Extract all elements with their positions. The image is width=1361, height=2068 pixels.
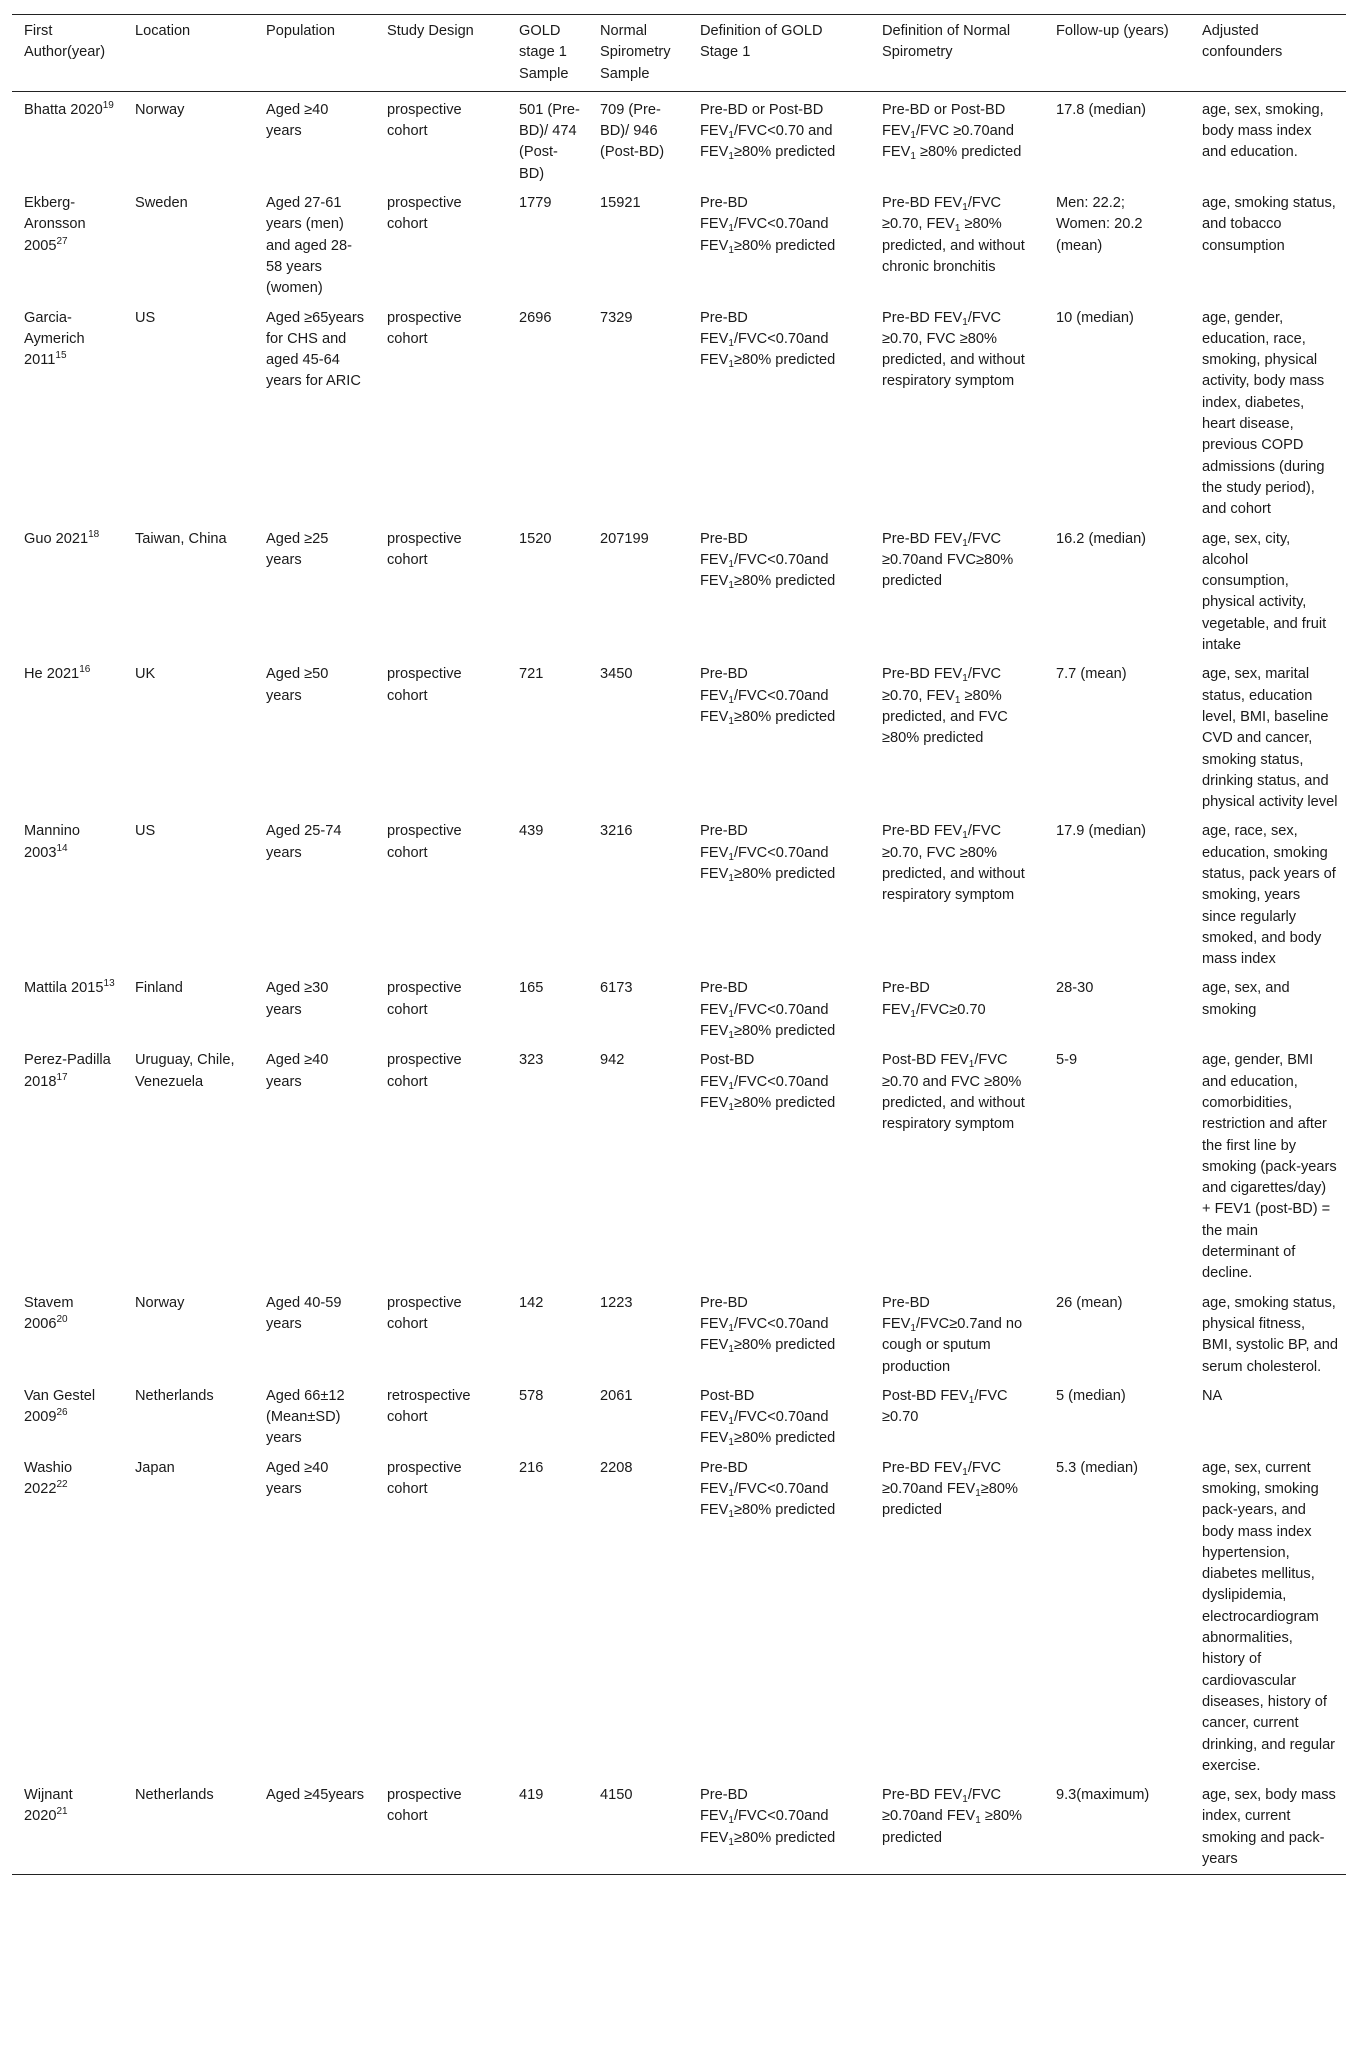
cell-location: Uruguay, Chile, Venezuela <box>135 1052 235 1090</box>
author-name: Washio 2022 <box>24 1459 73 1497</box>
cell-confounders: age, smoking status, and tobacco consumption <box>1202 195 1336 254</box>
cell-followup: 26 (mean) <box>1056 1294 1123 1311</box>
table-row <box>12 1046 1346 1288</box>
cell-location: UK <box>135 666 156 683</box>
reference-number: 22 <box>56 1479 68 1490</box>
table-row <box>12 1781 1346 1875</box>
cell-gold-def: Pre-BD or Post-BD $FEV_1/FVC<0.70$ and $FEV_1\ge 80\%$ predicted <box>700 101 836 163</box>
cell-gold-def: Pre-BD $FEV_1/FVC<0.70and$ $FEV_1\ge 80\%$ predicted <box>700 666 836 727</box>
cell-design: prospective cohort <box>387 309 462 347</box>
cell-gold-sample: 1779 <box>519 195 552 212</box>
header-gold-definition: Definition of GOLD Stage 1 <box>700 23 823 61</box>
header-normal-definition: Definition of Normal Spirometry <box>882 23 1011 61</box>
cell-gold-sample: 142 <box>519 1294 544 1311</box>
cell-confounders: age, sex, body mass index, current smoking and pack-years <box>1202 1787 1336 1868</box>
cell-normal-def: Pre-BD $FEV_1$/FVC ≥0.70, $FEV_1 \ge 80\%$ predicted, and without chronic bronchitis <box>882 195 1025 275</box>
cell-location: Finland <box>135 980 183 997</box>
table-row <box>12 974 1346 1046</box>
cell-gold-def: Pre-BD $FEV_1/FVC<0.70and$ $FEV_1\ge 80\%$ predicted <box>700 1294 836 1356</box>
cell-gold-sample: 1520 <box>519 530 552 547</box>
cell-author <box>12 189 123 303</box>
header-author: First Author(year) <box>24 23 106 61</box>
cell-normal-sample: 3216 <box>600 823 633 840</box>
header-location: Location <box>135 23 191 39</box>
cell-gold-def: Pre-BD $FEV_1/FVC<0.70and$ $FEV_1\ge 80\%$ predicted <box>700 823 836 884</box>
cell-gold-sample: 501 (Pre-BD)/ 474 (Post-BD) <box>519 101 580 182</box>
cell-population: Aged 40-59 years <box>266 1294 342 1332</box>
cell-normal-def: Post-BD $FEV_1$/FVC ≥0.70 and FVC ≥80% predicted, and without respiratory symptom <box>882 1052 1025 1133</box>
cell-location: US <box>135 823 156 840</box>
cell-gold-def: Pre-BD $FEV_1/FVC<0.70and$ $FEV_1\ge 80\%$ predicted <box>700 1459 836 1521</box>
cell-normal-def: Pre-BD $FEV_1/FVC\ge 0.7and$ no cough or sputum production <box>882 1294 1023 1375</box>
cell-followup: 17.9 (median) <box>1056 823 1147 840</box>
reference-number: 19 <box>102 99 114 111</box>
author-name: Mannino 2003 <box>24 823 80 861</box>
table-container <box>12 14 1346 1875</box>
reference-number: 16 <box>79 664 91 676</box>
header-confounders: Adjusted confounders <box>1202 23 1283 61</box>
cell-gold-sample: 439 <box>519 823 544 840</box>
header-population: Population <box>266 23 335 39</box>
table-body <box>12 91 1346 1874</box>
cell-population: Aged ≥30 years <box>266 980 329 1018</box>
cell-normal-sample: 6173 <box>600 980 633 997</box>
cell-population: Aged ≥45years <box>266 1787 365 1804</box>
cell-author <box>12 974 123 1046</box>
cell-gold-def: Post-BD $FEV_1/FVC<0.70and$ $FEV_1\ge 80\%$ predicted <box>700 1387 836 1449</box>
cell-population: Aged ≥40 years <box>266 1459 329 1497</box>
header-gold-sample: GOLD stage 1 Sample <box>519 23 569 82</box>
table-row <box>12 660 1346 817</box>
cell-author <box>12 91 123 189</box>
cell-author <box>12 1781 123 1875</box>
cell-population: Aged ≥40 years <box>266 101 329 140</box>
header-normal-sample: Normal Spirometry Sample <box>600 23 671 82</box>
cell-followup: Men: 22.2; Women: 20.2 (mean) <box>1056 195 1143 254</box>
author-name: Bhatta 2020 <box>24 101 103 118</box>
table-row <box>12 817 1346 974</box>
cell-design: prospective cohort <box>387 823 462 861</box>
cell-normal-sample: 2208 <box>600 1459 633 1476</box>
cell-location: Norway <box>135 1294 185 1311</box>
cell-normal-sample: 15921 <box>600 195 641 212</box>
cell-confounders: age, sex, current smoking, smoking pack-years, and body mass index hypertension, diabetes mellitus, dyslipidemia, electrocardiogram abnormalities, history of cardiovascular diseases, history of cancer, current drinking, and regular exercise. <box>1202 1459 1336 1774</box>
cell-gold-sample: 216 <box>519 1459 544 1476</box>
cell-followup: 7.7 (mean) <box>1056 666 1127 683</box>
cell-population: Aged 66±12 (Mean±SD) years <box>266 1387 345 1447</box>
reference-number: 27 <box>56 235 68 247</box>
cell-design: prospective cohort <box>387 101 462 140</box>
cell-normal-def: Pre-BD $FEV_1$/FVC ≥0.70and $FEV_1\ge 80\%$ predicted <box>882 1459 1018 1519</box>
cell-normal-def: Pre-BD $FEV_1$/FVC ≥0.70, $FEV_1 \ge 80\%$ predicted, and FVC ≥80% predicted <box>882 666 1008 747</box>
cell-gold-def: Post-BD $FEV_1/FVC<0.70and$ $FEV_1\ge 80\%$ predicted <box>700 1052 836 1113</box>
reference-number: 15 <box>55 350 67 362</box>
header-design: Study Design <box>387 23 474 39</box>
cell-population: Aged ≥40 years <box>266 1052 329 1090</box>
cell-author <box>12 1289 123 1382</box>
author-name: Mattila 2015 <box>24 980 104 997</box>
cell-gold-sample: 419 <box>519 1787 544 1804</box>
cell-population: Aged 27-61 years (men) and aged 28-58 years (women) <box>266 195 353 297</box>
author-name: Ekberg-Aronsson 2005 <box>24 195 86 254</box>
cell-location: Netherlands <box>135 1387 214 1404</box>
cell-confounders: age, gender, education, race, smoking, physical activity, body mass index, diabetes, heart disease, previous COPD admissions (during the study period), and cohort <box>1202 309 1325 518</box>
reference-number: 13 <box>103 978 115 990</box>
reference-number: 20 <box>56 1313 68 1325</box>
cell-gold-sample: 165 <box>519 980 544 997</box>
author-name: He 2021 <box>24 666 80 683</box>
cell-location: Norway <box>135 101 185 118</box>
cell-design: prospective cohort <box>387 1787 462 1825</box>
author-name: Wijnant 2020 <box>24 1787 73 1825</box>
cell-gold-def: Pre-BD $FEV_1/FVC<0.70and$ $FEV_1\ge 80\%$ predicted <box>700 195 836 256</box>
table-row <box>12 189 1346 303</box>
reference-number: 18 <box>88 528 100 540</box>
cell-followup: 17.8 (median) <box>1056 101 1147 118</box>
cell-followup: 16.2 (median) <box>1056 530 1147 547</box>
cell-population: Aged ≥25 years <box>266 530 329 568</box>
cell-gold-sample: 323 <box>519 1052 544 1069</box>
reference-number: 14 <box>56 842 68 854</box>
cell-followup: 5-9 <box>1056 1052 1078 1069</box>
reference-number: 21 <box>56 1806 68 1818</box>
author-name: Stavem 2006 <box>24 1294 74 1332</box>
reference-number: 17 <box>56 1071 68 1083</box>
table-row <box>12 91 1346 189</box>
cell-normal-sample: 4150 <box>600 1787 633 1804</box>
cell-population: Aged ≥65years for CHS and aged 45-64 years for ARIC <box>266 309 365 390</box>
cell-normal-def: Pre-BD $FEV_1$/FVC ≥0.70, FVC ≥80% predicted, and without respiratory symptom <box>882 309 1025 390</box>
header-row <box>12 15 1346 92</box>
cell-normal-sample: 207199 <box>600 530 649 547</box>
cell-confounders: age, sex, city, alcohol consumption, physical activity, vegetable, and fruit intake <box>1202 530 1327 654</box>
cell-followup: 10 (median) <box>1056 309 1134 326</box>
cell-author <box>12 1046 123 1288</box>
cell-normal-def: Pre-BD or Post-BD $FEV_1$/FVC ≥0.70and $FEV_1 \ge 80\%$ predicted <box>882 101 1022 163</box>
cell-normal-sample: 1223 <box>600 1294 633 1311</box>
cell-gold-sample: 2696 <box>519 309 552 326</box>
cell-design: prospective cohort <box>387 1052 462 1090</box>
cell-author <box>12 304 123 525</box>
cell-population: Aged 25-74 years <box>266 823 342 861</box>
cell-author <box>12 525 123 661</box>
cell-normal-def: Pre-BD $FEV_1/FVC\ge 0.70$ <box>882 980 986 1020</box>
cell-location: Japan <box>135 1459 175 1476</box>
study-characteristics-table <box>12 14 1346 1875</box>
cell-location: Taiwan, China <box>135 530 227 547</box>
cell-gold-def: Pre-BD $FEV_1/FVC<0.70and$ $FEV_1\ge 80\%$ predicted <box>700 1787 836 1848</box>
cell-location: Sweden <box>135 195 188 212</box>
cell-design: retrospective cohort <box>387 1387 471 1426</box>
cell-normal-def: Pre-BD $FEV_1$/FVC ≥0.70, FVC ≥80% predicted, and without respiratory symptom <box>882 823 1025 904</box>
cell-followup: 9.3(maximum) <box>1056 1787 1150 1804</box>
author-name: Van Gestel 2009 <box>24 1387 96 1426</box>
cell-design: prospective cohort <box>387 980 462 1018</box>
cell-normal-sample: 709 (Pre-BD)/ 946 (Post-BD) <box>600 101 665 161</box>
cell-gold-sample: 721 <box>519 666 544 683</box>
cell-design: prospective cohort <box>387 1294 462 1332</box>
cell-followup: 5 (median) <box>1056 1387 1126 1404</box>
reference-number: 26 <box>56 1407 68 1419</box>
cell-location: Netherlands <box>135 1787 214 1804</box>
table-row <box>12 1454 1346 1781</box>
cell-author <box>12 1382 123 1454</box>
cell-normal-def: Pre-BD $FEV_1$/FVC ≥0.70and $FEV_1 \ge 80\%$ predicted <box>882 1787 1023 1846</box>
cell-normal-sample: 942 <box>600 1052 625 1069</box>
cell-design: prospective cohort <box>387 666 462 704</box>
table-row <box>12 1382 1346 1454</box>
cell-confounders: age, sex, and smoking <box>1202 980 1290 1018</box>
cell-confounders: age, race, sex, education, smoking status, pack years of smoking, years since regularly smoked, and body mass index <box>1202 823 1336 968</box>
cell-design: prospective cohort <box>387 195 462 233</box>
cell-gold-def: Pre-BD $FEV_1/FVC<0.70and$ $FEV_1\ge 80\%$ predicted <box>700 309 836 371</box>
header-followup: Follow-up (years) <box>1056 23 1169 39</box>
cell-normal-sample: 3450 <box>600 666 633 683</box>
cell-normal-def: Post-BD $FEV_1$/FVC ≥0.70 <box>882 1387 1008 1426</box>
cell-confounders: age, smoking status, physical fitness, BMI, systolic BP, and serum cholesterol. <box>1202 1294 1338 1375</box>
cell-normal-def: Pre-BD $FEV_1$/FVC ≥0.70and FVC≥80% predicted <box>882 530 1014 590</box>
author-name: Garcia-Aymerich 2011 <box>24 309 85 369</box>
cell-followup: 28-30 <box>1056 980 1094 997</box>
cell-population: Aged ≥50 years <box>266 666 329 704</box>
cell-gold-def: Pre-BD $FEV_1/FVC<0.70and$ $FEV_1\ge 80\%$ predicted <box>700 530 836 592</box>
table-row <box>12 525 1346 661</box>
cell-normal-sample: 7329 <box>600 309 633 326</box>
cell-confounders: age, sex, smoking, body mass index and education. <box>1202 101 1324 161</box>
cell-confounders: age, sex, marital status, education level, BMI, baseline CVD and cancer, smoking status, drinking status, and physical activity level <box>1202 666 1338 811</box>
cell-design: prospective cohort <box>387 1459 462 1497</box>
cell-confounders: age, gender, BMI and education, comorbidities, restriction and after the first line by smoking (pack-years and cigarettes/day) + FEV1 (post-BD) = the main determinant of decline. <box>1202 1052 1337 1282</box>
cell-normal-sample: 2061 <box>600 1387 633 1404</box>
cell-location: US <box>135 309 156 326</box>
author-name: Guo 2021 <box>24 530 89 547</box>
cell-author <box>12 817 123 974</box>
table-row <box>12 1289 1346 1382</box>
cell-author <box>12 660 123 817</box>
cell-author <box>12 1454 123 1781</box>
cell-followup: 5.3 (median) <box>1056 1459 1138 1476</box>
cell-gold-def: Pre-BD $FEV_1/FVC<0.70and$ $FEV_1\ge 80\%$ predicted <box>700 980 836 1042</box>
table-row <box>12 304 1346 525</box>
cell-design: prospective cohort <box>387 530 462 568</box>
cell-confounders: NA <box>1202 1387 1223 1404</box>
author-name: Perez-Padilla 2018 <box>24 1052 111 1090</box>
cell-gold-sample: 578 <box>519 1387 544 1404</box>
